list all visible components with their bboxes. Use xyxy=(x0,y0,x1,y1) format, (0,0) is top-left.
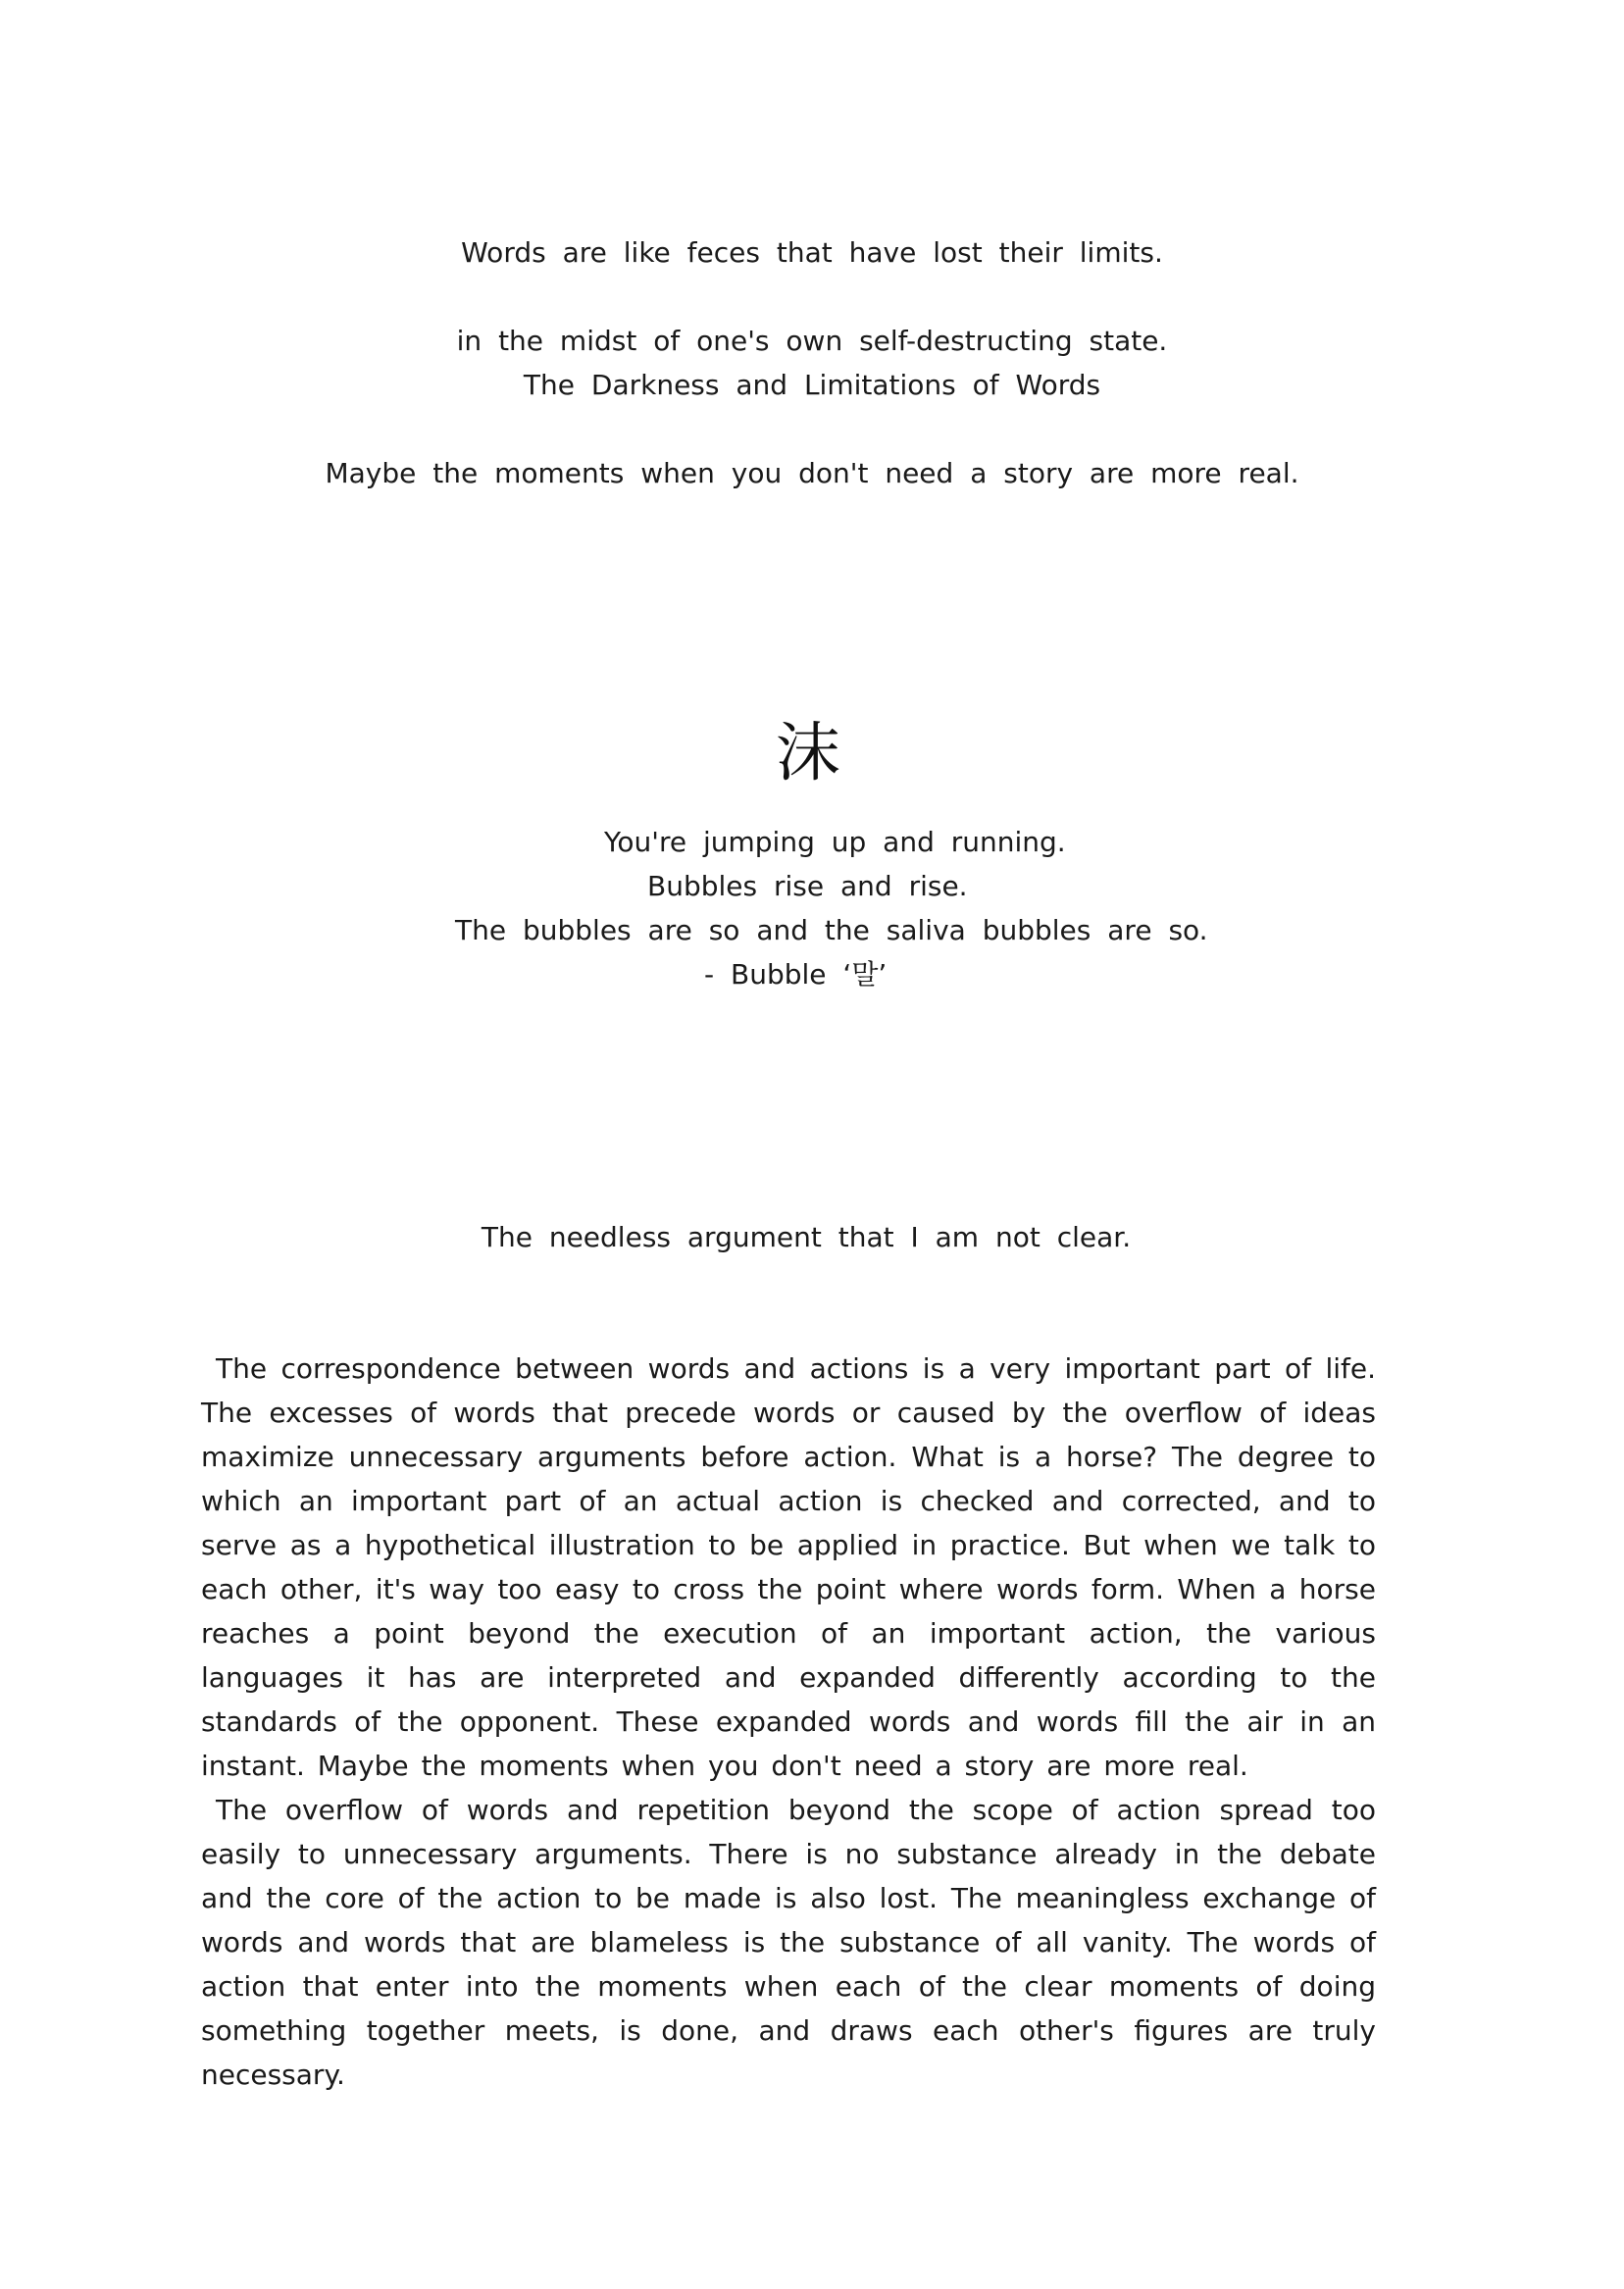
section-subtitle: The needless argument that I am not clear. xyxy=(481,1221,1132,1253)
intro-line-2: in the midst of one's own self-destructing state. xyxy=(456,325,1168,357)
intro-line-4: Maybe the moments when you don't need a story are more real. xyxy=(325,457,1299,489)
body-paragraph-2: The overflow of words and repetition beyond the scope of action spread too easily to unnecessary arguments. There is no substance already in the debate and the core of the action to be made is also lost. The meaningless exchange of words and words that are blameless is the substance of all vanity. The words of action that enter into the moments when each of the clear moments of doing something together meets, is done, and draws each other's figures are truly necessary. xyxy=(201,1794,1376,2091)
poem-line-3: The bubbles are so and the saliva bubbles are so. xyxy=(455,914,1208,946)
poem-line-1: You're jumping up and running. xyxy=(604,826,1066,858)
intro-line-3: The Darkness and Limitations of Words xyxy=(523,369,1101,401)
body-paragraph-1: The correspondence between words and actions is a very important part of life. The excesses of words that precede words or caused by the overflow of ideas maximize unnecessary arguments before action. What is a horse? The degree to which an important part of an actual action is checked and corrected, and to serve as a hypothetical illustration to be applied in practice. But when we talk to each other, it's way too easy to cross the point where words form. When a horse reaches a point beyond the execution of an important action, the various languages it has are interpreted and expanded differently according to the standards of the opponent. These expanded words and words fill the air in an instant. Maybe the moments when you don't need a story are more real. xyxy=(201,1352,1376,1782)
poem-line-2: Bubbles rise and rise. xyxy=(647,870,968,902)
intro-line-1: Words are like feces that have lost their limits. xyxy=(461,236,1163,269)
bubble-character: 沫 xyxy=(776,715,840,790)
poem-attribution: - Bubble ‘말’ xyxy=(704,958,888,991)
